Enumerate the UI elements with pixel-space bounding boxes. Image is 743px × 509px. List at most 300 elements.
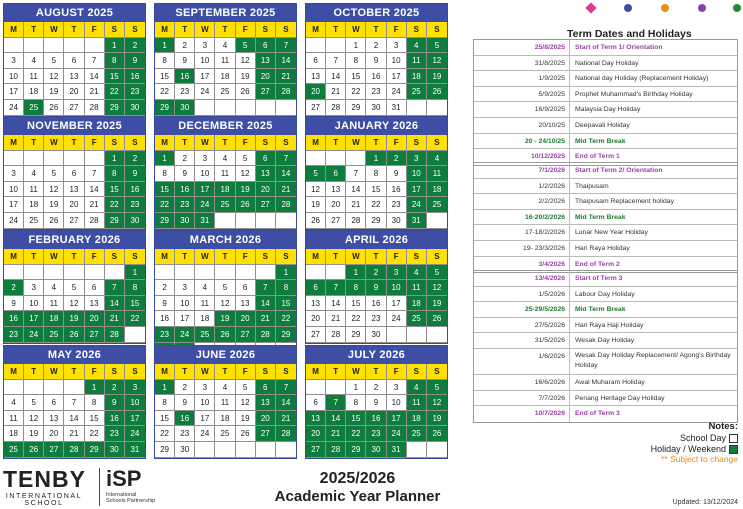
school-day: 6 xyxy=(306,53,326,69)
school-day: 10 xyxy=(4,69,24,85)
school-day: 9 xyxy=(175,166,195,182)
school-day: 2 xyxy=(175,151,195,167)
holiday-day: 18 xyxy=(215,182,235,198)
month-calendar xyxy=(154,116,297,230)
planner-heading xyxy=(265,470,450,505)
school-day: 17 xyxy=(387,296,407,312)
event-name: Start of Term 2/ Orientation xyxy=(575,167,663,174)
school-day: 6 xyxy=(306,395,326,411)
school-day: 10 xyxy=(387,53,407,69)
planner-year: 2025/2026 xyxy=(319,470,396,487)
holiday-day: 18 xyxy=(427,182,447,198)
weekday-header: S xyxy=(125,22,145,38)
holiday-day: 27 xyxy=(306,442,326,458)
holiday-day: 15 xyxy=(155,182,175,198)
school-day: 20 xyxy=(306,311,326,327)
school-day: 12 xyxy=(236,166,256,182)
event-date: 1/2/2026 xyxy=(474,179,570,195)
holiday-day: 10 xyxy=(125,395,145,411)
school-day: 2 xyxy=(175,380,195,396)
decorative-dot-icon xyxy=(624,4,632,12)
holiday-day: 20 xyxy=(256,69,276,85)
term-table-row xyxy=(474,40,737,56)
school-day: 11 xyxy=(215,53,235,69)
holiday-day: 20 xyxy=(306,84,326,100)
school-day: 18 xyxy=(4,426,24,442)
school-day: 6 xyxy=(64,166,84,182)
holiday-day: 23 xyxy=(125,197,145,213)
holiday-day: 5 xyxy=(427,38,447,54)
planner-name: Academic Year Planner xyxy=(274,488,441,505)
event-name: End of Term 2 xyxy=(575,260,620,268)
event-name: Mid Term Break xyxy=(575,137,626,145)
holiday-day: 19 xyxy=(64,311,84,327)
weekday-header: S xyxy=(125,135,145,151)
weekday-header: M xyxy=(155,135,175,151)
event-name: Labour Day Holiday xyxy=(575,290,635,298)
empty-day xyxy=(276,213,296,229)
event-name: Hari Raya Haji Holiday xyxy=(575,321,644,329)
school-day: 8 xyxy=(155,166,175,182)
school-day: 12 xyxy=(215,296,235,312)
event-date: 7/1/2026 xyxy=(474,163,570,179)
term-table-row xyxy=(474,225,737,241)
holiday-day: 28 xyxy=(276,426,296,442)
event-name: National day Holiday (Replacement Holiday) xyxy=(575,75,709,83)
weekday-header: S xyxy=(427,135,447,151)
school-day: 11 xyxy=(4,411,24,427)
holiday-day: 6 xyxy=(256,380,276,396)
subject-to-change-note: ** Subject to change xyxy=(660,454,738,464)
school-day: 11 xyxy=(24,69,44,85)
school-day: 28 xyxy=(326,100,346,116)
holiday-day: 28 xyxy=(256,327,276,343)
empty-day xyxy=(195,100,215,116)
empty-day xyxy=(44,265,64,281)
holiday-day: 15 xyxy=(125,296,145,312)
school-day: 14 xyxy=(85,182,105,198)
weekday-header: W xyxy=(195,22,215,38)
holiday-day: 29 xyxy=(346,442,366,458)
school-day: 26 xyxy=(236,426,256,442)
holiday-day: 18 xyxy=(44,311,64,327)
weekday-header: M xyxy=(4,22,24,38)
holiday-day: 19 xyxy=(427,411,447,427)
weekday-header: S xyxy=(407,249,427,265)
term-table xyxy=(473,162,738,273)
holiday-day: 27 xyxy=(256,197,276,213)
weekday-header: W xyxy=(44,249,64,265)
school-day: 23 xyxy=(387,197,407,213)
holiday-day: 21 xyxy=(276,69,296,85)
school-day: 2 xyxy=(155,280,175,296)
holiday-day: 25 xyxy=(44,327,64,343)
school-day: 15 xyxy=(155,411,175,427)
weekday-header: T xyxy=(175,135,195,151)
school-day: 11 xyxy=(215,166,235,182)
empty-day xyxy=(24,151,44,167)
school-day: 3 xyxy=(387,380,407,396)
school-day: 7 xyxy=(64,395,84,411)
decorative-dot-icon xyxy=(585,2,596,13)
month-calendar xyxy=(305,3,448,117)
school-day: 27 xyxy=(64,213,84,229)
holiday-day: 27 xyxy=(85,327,105,343)
holiday-day: 9 xyxy=(366,280,386,296)
empty-day xyxy=(306,265,326,281)
school-day: 18 xyxy=(215,69,235,85)
weekday-header: F xyxy=(236,135,256,151)
holiday-day: 16 xyxy=(125,182,145,198)
holiday-day: 21 xyxy=(326,426,346,442)
holiday-day: 20 xyxy=(85,311,105,327)
event-date: 7/7/2026 xyxy=(474,391,570,407)
school-day: 30 xyxy=(175,442,195,458)
school-day: 19 xyxy=(44,197,64,213)
empty-day xyxy=(64,265,84,281)
school-day: 24 xyxy=(4,213,24,229)
event-date: 10/12/2025 xyxy=(474,149,570,165)
holiday-day: 7 xyxy=(326,395,346,411)
holiday-day: 11 xyxy=(427,166,447,182)
weekday-header: W xyxy=(346,249,366,265)
school-day: 28 xyxy=(85,100,105,116)
weekday-header: M xyxy=(4,135,24,151)
holiday-day: 7 xyxy=(276,38,296,54)
holiday-day: 1 xyxy=(85,380,105,396)
school-day: 26 xyxy=(44,213,64,229)
month-calendar xyxy=(154,230,297,359)
term-table-row xyxy=(474,241,737,257)
school-day: 30 xyxy=(387,213,407,229)
event-date: 25-29/5/2026 xyxy=(474,302,570,318)
holiday-day: 27 xyxy=(256,426,276,442)
school-day: 17 xyxy=(4,197,24,213)
holiday-day: 1 xyxy=(155,38,175,54)
weekday-header: T xyxy=(215,22,235,38)
empty-day xyxy=(407,100,427,116)
school-day: 14 xyxy=(326,69,346,85)
event-name: Malaysia Day Holiday xyxy=(575,106,641,114)
event-date: 13/4/2026 xyxy=(474,271,570,287)
holiday-day: 17 xyxy=(195,182,215,198)
holiday-day: 11 xyxy=(407,395,427,411)
school-day: 4 xyxy=(215,38,235,54)
weekday-header: F xyxy=(85,249,105,265)
event-name: National Day Holiday xyxy=(575,59,639,67)
holiday-day: 29 xyxy=(105,100,125,116)
holiday-day: 8 xyxy=(105,53,125,69)
isp-logo xyxy=(106,466,156,504)
holiday-day: 26 xyxy=(64,327,84,343)
empty-day xyxy=(256,442,276,458)
month-title: SEPTEMBER 2025 xyxy=(155,4,296,22)
term-table xyxy=(473,39,738,166)
school-day: 4 xyxy=(24,53,44,69)
school-day: 8 xyxy=(155,53,175,69)
weekday-header: W xyxy=(346,22,366,38)
school-day: 22 xyxy=(366,197,386,213)
school-day: 3 xyxy=(195,380,215,396)
school-day: 15 xyxy=(346,296,366,312)
empty-day xyxy=(4,151,24,167)
school-day: 20 xyxy=(64,84,84,100)
holiday-day: 26 xyxy=(427,84,447,100)
weekday-header: M xyxy=(155,22,175,38)
school-day: 10 xyxy=(175,296,195,312)
holiday-day: 21 xyxy=(276,182,296,198)
holiday-day: 30 xyxy=(125,213,145,229)
weekday-header: S xyxy=(256,135,276,151)
weekday-header: T xyxy=(366,135,386,151)
holiday-day: 26 xyxy=(215,327,235,343)
school-day: 5 xyxy=(236,380,256,396)
weekday-header: W xyxy=(346,364,366,380)
month-days-grid xyxy=(155,249,296,358)
holiday-day: 7 xyxy=(105,280,125,296)
school-day: 4 xyxy=(215,151,235,167)
holiday-day: 29 xyxy=(276,327,296,343)
month-calendar xyxy=(3,3,146,132)
weekday-header: F xyxy=(236,22,256,38)
holiday-day: 27 xyxy=(256,84,276,100)
weekday-header: S xyxy=(105,135,125,151)
notes-legend xyxy=(651,421,738,464)
holiday-day: 15 xyxy=(346,411,366,427)
school-day: 5 xyxy=(44,53,64,69)
holiday-day: 24 xyxy=(175,327,195,343)
month-calendar xyxy=(305,345,448,459)
school-day: 14 xyxy=(326,296,346,312)
month-calendar xyxy=(154,3,297,117)
holiday-day: 25 xyxy=(4,442,24,458)
month-days-grid xyxy=(155,22,296,116)
school-day: 13 xyxy=(64,182,84,198)
term-table-row xyxy=(474,194,737,210)
school-day: 5 xyxy=(215,280,235,296)
school-day: 23 xyxy=(175,426,195,442)
weekday-header: T xyxy=(175,249,195,265)
empty-day xyxy=(326,380,346,396)
holiday-day: 8 xyxy=(346,280,366,296)
school-day: 12 xyxy=(236,395,256,411)
weekday-header: S xyxy=(276,135,296,151)
month-days-grid xyxy=(4,249,145,343)
empty-day xyxy=(427,442,447,458)
holiday-day: 4 xyxy=(427,151,447,167)
holiday-day: 22 xyxy=(276,311,296,327)
month-days-grid xyxy=(4,22,145,131)
weekday-header: S xyxy=(105,22,125,38)
school-day: 3 xyxy=(195,38,215,54)
holiday-day: 28 xyxy=(326,442,346,458)
empty-day xyxy=(326,265,346,281)
school-day: 11 xyxy=(215,395,235,411)
month-days-grid xyxy=(306,249,447,343)
holiday-day: 26 xyxy=(427,426,447,442)
holiday-day: 20 xyxy=(256,182,276,198)
month-calendar xyxy=(305,230,448,344)
school-day: 19 xyxy=(24,426,44,442)
school-day: 30 xyxy=(366,327,386,343)
holiday-day: 28 xyxy=(276,197,296,213)
weekday-header: F xyxy=(85,364,105,380)
holiday-day: 9 xyxy=(105,395,125,411)
event-date: 19- 23/3/2026 xyxy=(474,241,570,257)
weekday-header: T xyxy=(215,135,235,151)
holiday-day: 23 xyxy=(366,426,386,442)
school-day: 31 xyxy=(387,100,407,116)
school-day: 20 xyxy=(326,197,346,213)
weekday-header: T xyxy=(366,364,386,380)
school-day: 28 xyxy=(346,213,366,229)
weekday-header: W xyxy=(44,135,64,151)
term-table-row xyxy=(474,179,737,195)
school-day: 27 xyxy=(306,327,326,343)
school-day: 24 xyxy=(387,84,407,100)
school-day: 4 xyxy=(4,395,24,411)
term-table xyxy=(473,270,738,423)
school-day: 13 xyxy=(306,69,326,85)
school-day: 19 xyxy=(44,84,64,100)
holiday-day: 1 xyxy=(366,151,386,167)
school-day: 7 xyxy=(85,53,105,69)
month-calendar xyxy=(3,230,146,344)
weekday-header: M xyxy=(4,249,24,265)
weekday-header: W xyxy=(346,135,366,151)
weekday-header: T xyxy=(326,22,346,38)
school-day: 16 xyxy=(155,311,175,327)
term-table-row xyxy=(474,375,737,391)
event-name: Awal Muharam Holiday xyxy=(575,378,645,386)
holiday-day: 25 xyxy=(195,327,215,343)
empty-day xyxy=(427,213,447,229)
event-name: Thaipusam Replacement holiday xyxy=(575,198,674,206)
holiday-day: 29 xyxy=(85,442,105,458)
month-days-grid xyxy=(306,364,447,458)
school-day: 9 xyxy=(366,395,386,411)
holiday-day: 22 xyxy=(155,197,175,213)
school-day: 8 xyxy=(346,53,366,69)
month-title: APRIL 2026 xyxy=(306,231,447,249)
event-date: 1/6/2026 xyxy=(474,349,570,374)
weekday-header: T xyxy=(326,364,346,380)
school-day: 27 xyxy=(326,213,346,229)
school-day: 8 xyxy=(346,395,366,411)
school-day: 13 xyxy=(85,296,105,312)
weekday-header: S xyxy=(256,364,276,380)
month-days-grid xyxy=(4,135,145,229)
weekday-header: F xyxy=(85,22,105,38)
school-day: 6 xyxy=(236,280,256,296)
weekday-header: T xyxy=(326,135,346,151)
school-day: 19 xyxy=(236,69,256,85)
holiday-day: 26 xyxy=(24,442,44,458)
holiday-day: 30 xyxy=(125,100,145,116)
school-day: 14 xyxy=(346,182,366,198)
month-title: JUNE 2026 xyxy=(155,346,296,364)
holiday-day: 26 xyxy=(427,311,447,327)
empty-day xyxy=(256,100,276,116)
holiday-day: 23 xyxy=(155,327,175,343)
weekday-header: T xyxy=(366,22,386,38)
month-title: NOVEMBER 2025 xyxy=(4,117,145,135)
weekday-header: F xyxy=(387,249,407,265)
event-name: Mid Term Break xyxy=(575,306,626,314)
school-day: 3 xyxy=(24,280,44,296)
empty-day xyxy=(4,38,24,54)
school-day: 22 xyxy=(155,426,175,442)
weekday-header: S xyxy=(407,135,427,151)
weekday-header: S xyxy=(427,364,447,380)
event-date: 1/5/2026 xyxy=(474,287,570,303)
school-day: 6 xyxy=(64,53,84,69)
holiday-day: 4 xyxy=(407,38,427,54)
school-day: 19 xyxy=(306,197,326,213)
holiday-day: 16 xyxy=(175,411,195,427)
holiday-day: 31 xyxy=(407,213,427,229)
holiday-day: 13 xyxy=(256,53,276,69)
school-day: 19 xyxy=(236,411,256,427)
holiday-day: 3 xyxy=(407,151,427,167)
school-day: 12 xyxy=(24,411,44,427)
school-day: 12 xyxy=(306,182,326,198)
month-calendar xyxy=(3,116,146,230)
school-day: 14 xyxy=(85,69,105,85)
notes-title: Notes: xyxy=(708,421,738,432)
empty-day xyxy=(387,327,407,343)
weekday-header: S xyxy=(427,249,447,265)
school-day: 8 xyxy=(366,166,386,182)
weekday-header: F xyxy=(236,249,256,265)
holiday-day: 31 xyxy=(125,442,145,458)
empty-day xyxy=(236,442,256,458)
holiday-day: 20 xyxy=(256,411,276,427)
empty-day xyxy=(85,38,105,54)
school-day: 24 xyxy=(4,100,24,116)
empty-day xyxy=(4,380,24,396)
holiday-day: 29 xyxy=(105,213,125,229)
event-name: End of Term 3 xyxy=(575,410,620,418)
weekday-header: F xyxy=(387,135,407,151)
school-day: 24 xyxy=(195,426,215,442)
holiday-day: 5 xyxy=(427,380,447,396)
holiday-day: 11 xyxy=(407,53,427,69)
month-days-grid xyxy=(306,135,447,229)
term-table-row xyxy=(474,349,737,375)
event-date: 27/5/2026 xyxy=(474,318,570,334)
weekday-header: S xyxy=(125,364,145,380)
holiday-day: 5 xyxy=(306,166,326,182)
school-day: 22 xyxy=(346,311,366,327)
holiday-day: 8 xyxy=(276,280,296,296)
legend-school-day-label: School Day xyxy=(679,433,726,443)
weekday-header: S xyxy=(276,22,296,38)
month-days-grid xyxy=(306,22,447,116)
month-days-grid xyxy=(4,364,145,458)
empty-day xyxy=(215,442,235,458)
school-day: 2 xyxy=(366,380,386,396)
holiday-day: 24 xyxy=(125,426,145,442)
holiday-day: 19 xyxy=(427,69,447,85)
holiday-day: 29 xyxy=(155,213,175,229)
school-day: 6 xyxy=(85,280,105,296)
holiday-day: 14 xyxy=(105,296,125,312)
holiday-day: 14 xyxy=(256,296,276,312)
weekday-header: F xyxy=(236,364,256,380)
holiday-day: 5 xyxy=(427,265,447,281)
empty-day xyxy=(195,442,215,458)
